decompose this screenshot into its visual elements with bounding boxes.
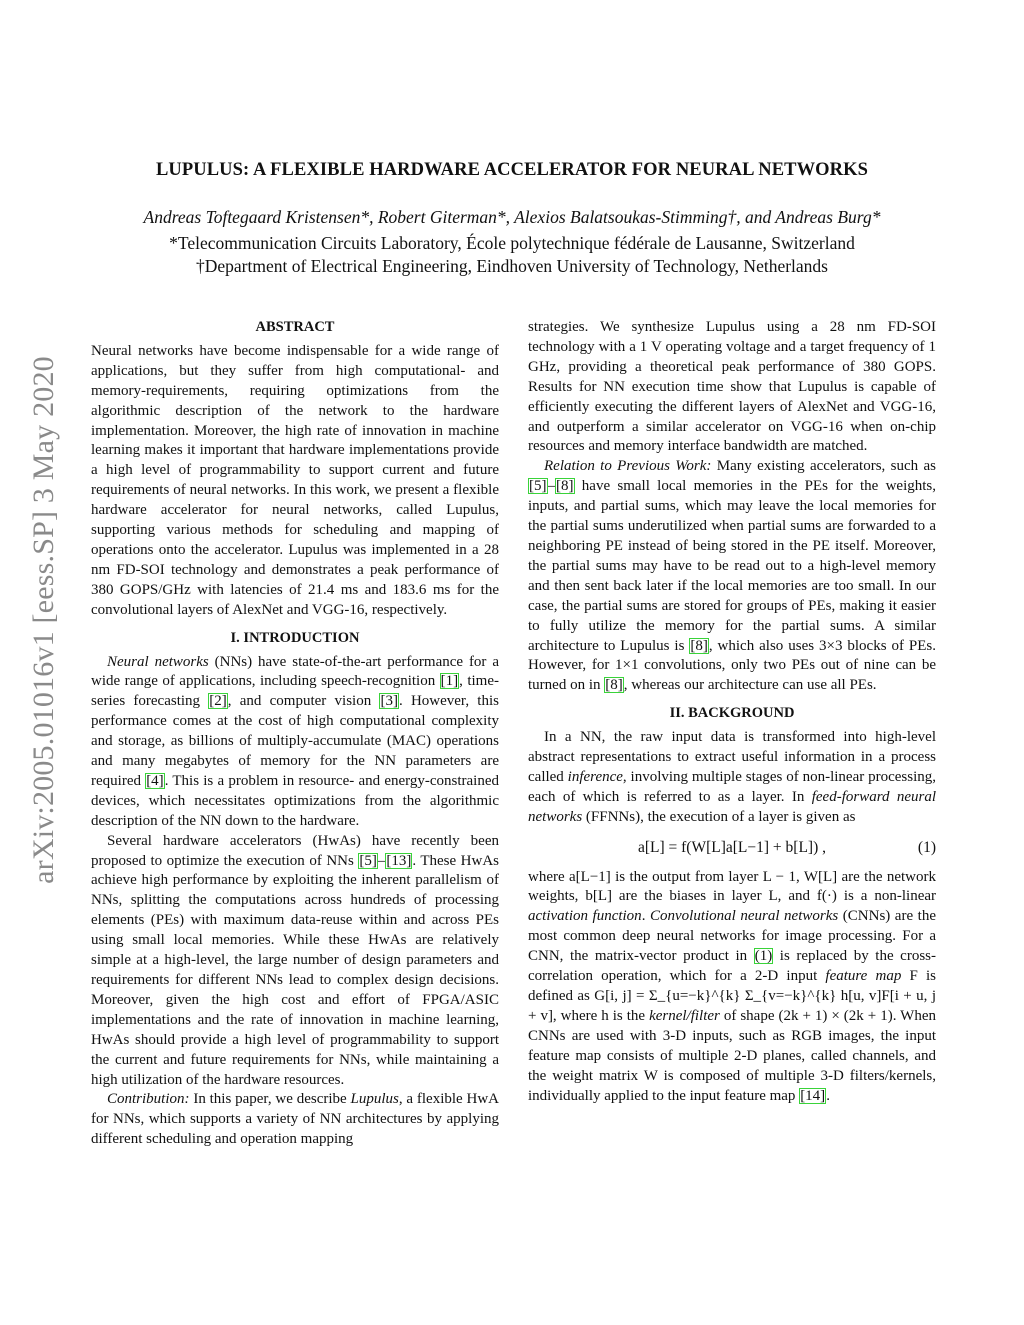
arxiv-identifier-stamp: arXiv:2005.01016v1 [eess.SP] 3 May 2020 [27, 356, 60, 884]
contribution-continued: strategies. We synthesize Lupulus using a 28 nm FD-SOI technology with a 1 V operating voltage and a target frequency of 1 GHz, providing a theoretical peak performance of 380 GOPS. Results for NN execution time show that Lupulus is capable of efficiently executing the different layers of AlexNet and VGG-16, and outperform a similar accelerator on VGG-16 when on-chip resources and memory interface bandwidth are matched. [528, 319, 936, 455]
bg-p2-text-b: . [641, 908, 650, 925]
intro-p1-text-d: . However, this performance comes at the cost of high computational complexity and storage, as billions of multiply-accumulate (MAC) operations and many megabytes of memory for the NN parameters are required [91, 693, 499, 789]
contribution-text-b: , a flexible HwA for NNs, which supports a variety of NN architectures by applying different scheduling and operation mapping [91, 1091, 499, 1148]
contribution-text-a: In this paper, we describe [189, 1091, 351, 1108]
author-list: Andreas Toftegaard Kristensen*, Robert Giterman*, Alexios Balatsoukas-Stimming†, and Andreas Burg* [143, 207, 881, 227]
related-range-dash: – [547, 478, 555, 495]
affiliation-tue: †Department of Electrical Engineering, Eindhoven University of Technology, Netherlands [196, 256, 828, 276]
bg-p2-text-d: is replaced by the cross-correlation operation, which for a 2-D input [528, 948, 936, 985]
intro-p1-text-b: , time-series forecasting [91, 673, 499, 710]
abstract-text: Neural networks have become indispensable for a wide range of applications, but they suffer from high computational- and memory-requirements, requiring optimizations from the algorithmic description of the network to the hardware implementation. Moreover, the high rate of innovation in machine learning makes it important that hardware implementations provide a high level of programmability to support current and future requirements of neural networks. In this work, we present a flexible hardware accelerator for neural networks, called Lupulus, supporting various methods for scheduling and mapping of operations onto the accelerator. Lupulus was implemented in a 28 nm FD-SOI technology and demonstrates a peak performance of 380 GOPS/GHz with latencies of 21.4 ms and 183.6 ms for the convolutional layers of AlexNet and VGG-16, respectively. [91, 342, 499, 618]
background-paragraph-2 [528, 868, 936, 1107]
background-heading: II. BACKGROUND [669, 705, 795, 722]
citation-link-8[interactable]: [8] [556, 478, 574, 495]
related-text-b: have small local memories in the PEs for the weights, inputs, and partial sums, which may leave the local memories for the partial sums underutilized when partial sums are forwarded to a neighboring PE instead of being stored in the PE itself. Moreover, the partial sums may have to be read out to a high-level memory and then sent back later if the local memories are too small. In our case, the partial sums are stored for groups of PEs, making it easier to fully utilize the memory for the partial sums. A similar architecture to Lupulus is [528, 478, 936, 654]
left-column [91, 318, 499, 1150]
citation-link-8-third[interactable]: [8] [605, 677, 623, 694]
intro-p2-text-b: . These HwAs achieve high performance by exploiting the inherent parallelism of NNs, splitting the computations across hundreds of processing elements (PEs) with maximum data-reuse within and across PEs using small local memories. While these HwAs are relatively simple at a high-level, the large number of design parameters and requirements for different NNs lead to complex design decisions. Moreover, given the high cost and effort of FPGA/ASIC implementations and the rate of innovation in machine learning, HwAs should provide a high level of programmability to support the current and future requirements for NNs, while maintaining a high utilization of the hardware resources. [91, 852, 499, 1088]
abstract-heading: ABSTRACT [255, 319, 335, 335]
intro-paragraph-1 [91, 653, 499, 832]
bg-p1-text-a: In a NN, the raw input data is transformed into high-level abstract representations to extract useful information in a process called [528, 729, 936, 785]
bg-p2-text-c: (CNNs) are the most common deep neural networks for image processing. For a CNN, the matrix-vector product in [528, 908, 936, 965]
citation-link-3[interactable]: [3] [380, 693, 398, 710]
equation-1-number: (1) [917, 838, 936, 856]
kernel-filter-term: kernel/filter [649, 1007, 720, 1024]
related-work-lead: Relation to Previous Work: [544, 458, 712, 475]
intro-paragraph-2 [91, 832, 499, 1091]
bg-p2-text-f: of shape (2k + 1) × (2k + 1). When CNNs are used with 3-D inputs, such as RGB images, the input feature map consists of multiple 2-D planes, called channels, and the weight matrix W is composed of multiple 3-D filters/kernels, individually applied to the input feature map [528, 1007, 936, 1104]
ffnn-term: feed-forward neural networks [528, 788, 936, 825]
contribution-lead: Contribution: [107, 1091, 190, 1108]
inference-term: inference [567, 768, 623, 785]
related-text-d: , whereas our architecture can use all PEs. [623, 677, 877, 694]
intro-p1-text-c: , and computer vision [227, 693, 380, 710]
introduction-heading: I. INTRODUCTION [230, 629, 360, 646]
citation-link-13[interactable]: [13] [386, 852, 412, 869]
citation-range-dash: – [377, 852, 386, 869]
related-work-paragraph [528, 457, 936, 696]
intro-p1-text-e: . This is a problem in resource- and energy-constrained devices, which necessitates optimizations from the algorithmic description of the NN down to the hardware. [91, 772, 499, 829]
related-text-c: , which also uses 3×3 blocks of PEs. However, for 1×1 convolutions, only two PEs out of nine can be turned on in [528, 637, 936, 694]
equation-1-reference-link[interactable]: (1) [754, 948, 773, 965]
right-column [528, 318, 936, 1106]
citation-link-2[interactable]: [2] [209, 693, 227, 710]
bg-p2-text-e: F is defined as G[i, j] = Σ_{u=−k}^{k} Σ_{v=−k}^{k} h[u, v]F[i + u, j + v], where h is the [528, 968, 936, 1024]
affiliation-epfl: *Telecommunication Circuits Laboratory, École polytechnique fédérale de Lausanne, Switzerland [169, 233, 855, 253]
related-text-a: Many existing accelerators, such as [711, 458, 936, 475]
intro-p1-text-a: (NNs) have state-of-the-art performance for a wide range of applications, including speech-recognition [91, 653, 499, 690]
neural-networks-term: Neural networks [107, 653, 209, 670]
paper-title: LUPULUS: A FLEXIBLE HARDWARE ACCELERATOR FOR NEURAL NETWORKS [155, 160, 869, 180]
equation-1 [528, 838, 936, 858]
cnn-term: Convolutional neural networks [649, 908, 839, 925]
citation-link-8-second[interactable]: [8] [690, 637, 708, 654]
feature-map-term: feature map [825, 968, 902, 985]
citation-link-1[interactable]: [1] [440, 673, 459, 690]
bg-p2-text-g: . [826, 1087, 830, 1104]
contribution-paragraph [91, 1090, 499, 1150]
intro-p2-text-a: Several hardware accelerators (HwAs) have recently been proposed to optimize the execution of NNs [91, 832, 499, 869]
activation-term: activation function [528, 908, 642, 925]
lupulus-name: Lupulus [350, 1091, 399, 1108]
bg-p1-text-b: , involving multiple stages of non-linear processing, each of which is referred to as a layer. In [528, 768, 936, 805]
background-paragraph-1 [528, 728, 936, 828]
citation-link-5-right[interactable]: [5] [529, 478, 547, 495]
citation-link-14[interactable]: [14] [800, 1087, 826, 1104]
citation-link-5[interactable]: [5] [359, 852, 377, 869]
citation-link-4[interactable]: [4] [146, 772, 164, 789]
bg-p1-text-c: (FFNNs), the execution of a layer is given as [582, 808, 856, 825]
bg-p2-text-a: where a[L−1] is the output from layer L − 1, W[L] are the network weights, b[L] are the biases in layer L, and f(·) is a non-linear [528, 868, 936, 905]
equation-1-body: a[L] = f(W[L]a[L−1] + b[L]) , [637, 838, 826, 856]
